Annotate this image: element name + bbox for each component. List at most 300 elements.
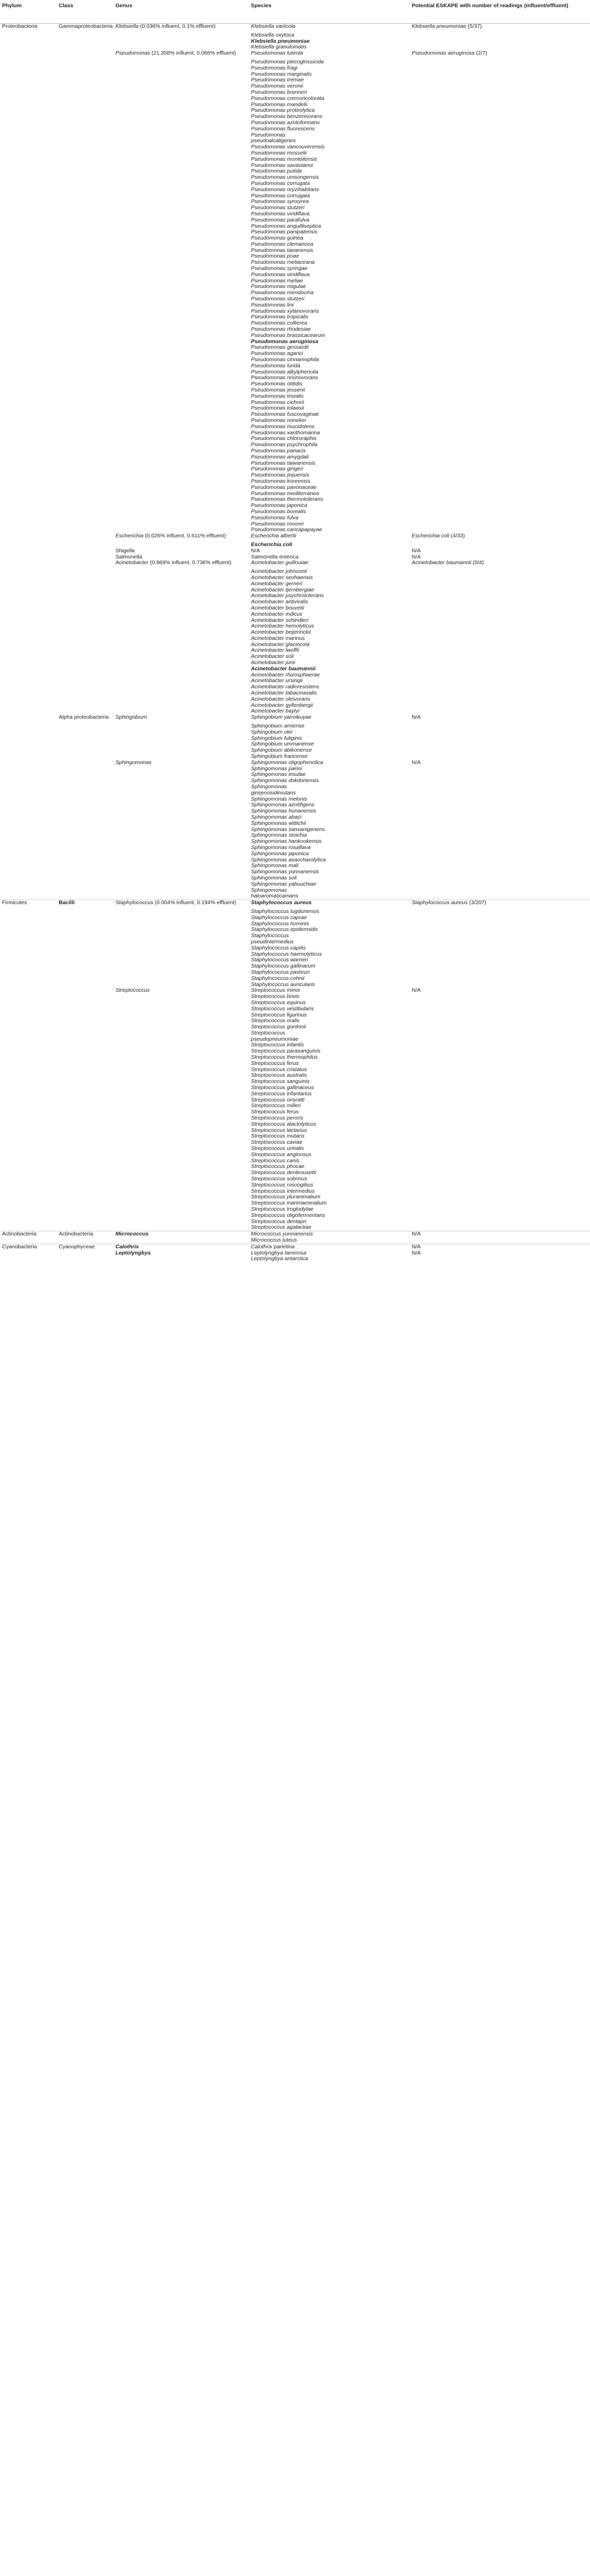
cell-class xyxy=(57,485,113,491)
cell-phylum xyxy=(0,205,57,211)
cell-genus xyxy=(113,1122,249,1128)
cell-genus xyxy=(113,1238,249,1244)
cell-species: Pseudomonas otitidis xyxy=(251,381,302,387)
cell-phylum xyxy=(0,994,57,1000)
cell-potential-eskape xyxy=(410,1133,590,1140)
cell-species: Streptococcus infantarius xyxy=(251,1090,312,1097)
eskape-readings: (2/7) xyxy=(475,50,487,57)
cell-phylum xyxy=(0,1189,57,1195)
cell-class xyxy=(57,96,113,102)
cell-species: Pseudomonas lini xyxy=(251,301,294,308)
cell-genus xyxy=(113,1176,249,1182)
cell-potential-eskape xyxy=(410,309,590,315)
cell-phylum xyxy=(0,503,57,509)
cell-phylum xyxy=(0,193,57,199)
cell-class xyxy=(57,320,113,327)
cell-phylum xyxy=(0,345,57,351)
cell-species: Sphingomonas soli xyxy=(251,874,297,881)
cell-potential-eskape xyxy=(410,605,590,612)
cell-potential-eskape xyxy=(410,65,590,72)
cell-phylum xyxy=(0,636,57,642)
cell-potential-eskape xyxy=(410,1079,590,1085)
cell-genus xyxy=(113,387,249,394)
cell-species: Pseudomonas mendocina xyxy=(251,290,314,296)
cell-potential-eskape xyxy=(410,229,590,235)
cell-potential-eskape xyxy=(410,690,590,697)
cell-genus xyxy=(113,760,249,766)
cell-potential-eskape xyxy=(410,163,590,169)
cell-phylum xyxy=(0,448,57,454)
cell-genus xyxy=(113,217,249,224)
cell-genus xyxy=(113,957,249,963)
cell-species: Micrococcus luteus xyxy=(251,1236,297,1243)
cell-species: Acinetobacter marinus xyxy=(251,635,305,641)
cell-potential-eskape xyxy=(410,888,590,894)
cell-class xyxy=(57,741,113,748)
cell-genus xyxy=(113,181,249,187)
cell-genus xyxy=(113,772,249,778)
cell-phylum xyxy=(0,187,57,193)
table-row xyxy=(0,939,590,945)
cell-species: Staphylococcus gallinarum xyxy=(251,963,315,970)
cell-class xyxy=(57,933,113,939)
cell-phylum xyxy=(0,581,57,587)
cell-phylum xyxy=(0,253,57,260)
cell-class xyxy=(57,242,113,248)
cell-genus xyxy=(113,560,249,566)
cell-genus xyxy=(113,1207,249,1213)
cell-genus xyxy=(113,1000,249,1006)
cell-species: Streptococcus milleri xyxy=(251,1103,301,1109)
eskape-organism: Acinetobacter baumannii xyxy=(412,560,471,566)
cell-species: Sphingomonas oligophenolica xyxy=(251,759,324,766)
cell-potential-eskape xyxy=(410,970,590,976)
cell-species: Pseudomonas collierea xyxy=(251,320,308,327)
cell-class xyxy=(57,272,113,278)
cell-potential-eskape xyxy=(410,957,590,963)
cell-potential-eskape xyxy=(410,193,590,199)
cell-class xyxy=(57,957,113,963)
cell-genus xyxy=(113,479,249,485)
cell-class xyxy=(57,248,113,254)
cell-phylum xyxy=(0,126,57,132)
cell-potential-eskape xyxy=(410,333,590,339)
cell-potential-eskape xyxy=(410,102,590,108)
cell-class xyxy=(57,548,113,554)
cell-potential-eskape xyxy=(410,1103,590,1109)
cell-potential-eskape xyxy=(410,1012,590,1019)
cell-genus xyxy=(113,921,249,927)
cell-species: Pseudomonas brenneri xyxy=(251,89,307,95)
cell-phylum xyxy=(0,278,57,284)
cell-species: Acinetobacter schindleri xyxy=(251,617,309,623)
cell-phylum xyxy=(0,542,57,548)
cell-genus xyxy=(113,741,249,748)
table-row xyxy=(0,1244,590,1250)
cell-phylum xyxy=(0,491,57,497)
cell-potential-eskape xyxy=(410,339,590,345)
cell-class xyxy=(57,1109,113,1115)
cell-potential-eskape xyxy=(410,278,590,284)
cell-class xyxy=(57,357,113,363)
cell-potential-eskape xyxy=(410,211,590,217)
cell-class xyxy=(57,1176,113,1182)
cell-phylum xyxy=(0,869,57,875)
cell-genus xyxy=(113,102,249,108)
cell-species: Pseudomonas oryzihabitans xyxy=(251,186,319,193)
cell-species: pseudintermedius xyxy=(251,938,294,945)
cell-species: Sphingobium abikonense xyxy=(251,747,312,754)
cell-class xyxy=(57,945,113,952)
cell-class xyxy=(57,90,113,96)
cell-genus xyxy=(113,515,249,521)
cell-class xyxy=(57,1213,113,1219)
cell-potential-eskape xyxy=(410,678,590,684)
genus-name: Klebsiella xyxy=(115,23,139,29)
cell-class xyxy=(57,424,113,430)
cell-phylum xyxy=(0,1085,57,1091)
cell-genus xyxy=(113,351,249,357)
cell-phylum xyxy=(0,1024,57,1030)
cell-potential-eskape xyxy=(410,697,590,703)
cell-potential-eskape xyxy=(410,1194,590,1200)
cell-species: N/A xyxy=(251,547,260,554)
cell-potential-eskape xyxy=(410,235,590,242)
cell-class xyxy=(57,1006,113,1012)
cell-genus xyxy=(113,697,249,703)
cell-species: Streptococcus canis xyxy=(251,1157,299,1164)
cell-phylum xyxy=(0,96,57,102)
cell-species: Streptococcus vestibularis xyxy=(251,1005,314,1012)
table-row xyxy=(0,150,590,157)
cell-species: Streptococcus intermedius xyxy=(251,1188,315,1194)
cell-genus xyxy=(113,690,249,697)
cell-potential-eskape xyxy=(410,845,590,851)
cell-phylum xyxy=(0,138,57,144)
cell-genus xyxy=(113,778,249,784)
cell-phylum xyxy=(0,430,57,436)
cell-phylum xyxy=(0,833,57,839)
cell-species: Pseudomonas panacis xyxy=(251,447,306,454)
cell-class xyxy=(57,497,113,503)
cell-genus xyxy=(113,211,249,217)
cell-phylum xyxy=(0,497,57,503)
header-potential-eskape: Potential ESKAPE with number of readings (influent/effluent) xyxy=(410,0,590,24)
cell-class: Cyanophyceae xyxy=(57,1244,113,1250)
cell-genus xyxy=(113,618,249,624)
cell-species: Streptococcus sobrinus xyxy=(251,1176,308,1182)
cell-species: Pseudomonas cichorii xyxy=(251,399,304,405)
cell-potential-eskape xyxy=(410,1146,590,1152)
cell-phylum xyxy=(0,1061,57,1067)
cell-class xyxy=(57,1103,113,1109)
cell-genus xyxy=(113,970,249,976)
cell-class xyxy=(57,554,113,561)
cell-genus xyxy=(113,1158,249,1164)
cell-phylum xyxy=(0,845,57,851)
cell-class xyxy=(57,175,113,181)
cell-genus xyxy=(113,933,249,939)
cell-genus xyxy=(113,927,249,933)
cell-class xyxy=(57,875,113,882)
cell-genus xyxy=(113,893,249,900)
cell-genus xyxy=(113,77,249,83)
cell-potential-eskape xyxy=(410,939,590,945)
cell-species: Pseudomonas anguilliseptica xyxy=(251,223,322,229)
cell-genus xyxy=(113,302,249,309)
cell-potential-eskape xyxy=(410,187,590,193)
cell-genus xyxy=(113,605,249,612)
cell-species: Pseudomonas trivialis xyxy=(251,393,304,399)
cell-phylum xyxy=(0,736,57,742)
cell-potential-eskape xyxy=(410,442,590,448)
cell-potential-eskape xyxy=(410,900,590,906)
cell-potential-eskape xyxy=(410,730,590,736)
table-row xyxy=(0,90,590,96)
cell-phylum xyxy=(0,405,57,412)
cell-phylum xyxy=(0,363,57,369)
cell-genus xyxy=(113,284,249,290)
cell-species: Sphingomonas melonis xyxy=(251,795,308,802)
cell-potential-eskape xyxy=(410,400,590,406)
cell-phylum xyxy=(0,976,57,982)
cell-genus xyxy=(113,684,249,690)
cell-species: Sphingobium olei xyxy=(251,728,293,735)
cell-species: Acinetobacter baylyi xyxy=(251,708,299,715)
cell-potential-eskape xyxy=(410,736,590,742)
cell-phylum xyxy=(0,730,57,736)
cell-class xyxy=(57,1133,113,1140)
cell-genus xyxy=(113,248,249,254)
cell-phylum xyxy=(0,132,57,139)
cell-class xyxy=(57,77,113,83)
cell-class xyxy=(57,50,113,57)
cell-potential-eskape xyxy=(410,90,590,96)
cell-species: Acinetobacter tabacinasalis xyxy=(251,690,317,697)
cell-class xyxy=(57,690,113,697)
cell-species: Pseudomonas borealis xyxy=(251,508,306,515)
cell-phylum xyxy=(0,357,57,363)
cell-phylum xyxy=(0,1042,57,1048)
cell-class xyxy=(57,697,113,703)
cell-class xyxy=(57,302,113,309)
cell-phylum xyxy=(0,144,57,150)
cell-class xyxy=(57,1207,113,1213)
cell-class xyxy=(57,314,113,320)
cell-class xyxy=(57,790,113,796)
cell-phylum xyxy=(0,988,57,994)
cell-phylum xyxy=(0,587,57,594)
cell-potential-eskape xyxy=(410,1030,590,1037)
cell-class xyxy=(57,1000,113,1006)
cell-class xyxy=(57,1256,113,1262)
cell-species: Streptococcus ferus xyxy=(251,1109,299,1115)
cell-potential-eskape xyxy=(410,875,590,882)
cell-phylum xyxy=(0,909,57,915)
cell-species: Pseudomonas japonica xyxy=(251,502,308,509)
cell-species: Pseudomonas xanthomarina xyxy=(251,429,320,436)
table-row xyxy=(0,875,590,882)
cell-genus xyxy=(113,205,249,211)
cell-potential-eskape xyxy=(410,509,590,515)
cell-class xyxy=(57,587,113,594)
cell-phylum: Cyanobacteria xyxy=(0,1244,57,1250)
genus-name: Calothrix xyxy=(115,1243,139,1250)
eskape-readings: (3/207) xyxy=(467,900,486,906)
cell-genus xyxy=(113,833,249,839)
cell-class xyxy=(57,623,113,630)
table-row xyxy=(0,697,590,703)
cell-class xyxy=(57,1219,113,1225)
cell-phylum xyxy=(0,199,57,205)
table-row xyxy=(0,1182,590,1189)
cell-genus xyxy=(113,730,249,736)
cell-species: Acinetobacter antiviralis xyxy=(251,599,308,605)
cell-genus xyxy=(113,168,249,175)
cell-class xyxy=(57,1250,113,1257)
cell-potential-eskape xyxy=(410,839,590,845)
cell-species: Pseudomonas synxyrea xyxy=(251,198,309,205)
cell-genus xyxy=(113,503,249,509)
cell-class xyxy=(57,1012,113,1019)
cell-species: Streptococcus ferus xyxy=(251,1060,299,1066)
cell-species: Pseudomonas aeruginosa xyxy=(251,338,318,345)
cell-genus xyxy=(113,418,249,424)
cell-phylum xyxy=(0,815,57,821)
cell-species: Staphylococcus capitis xyxy=(251,944,306,951)
cell-species: Streptococcus cristatus xyxy=(251,1066,307,1073)
cell-potential-eskape xyxy=(410,144,590,150)
cell-species: Acinetobacter radioresistens xyxy=(251,684,319,690)
cell-potential-eskape xyxy=(410,418,590,424)
cell-class xyxy=(57,994,113,1000)
cell-phylum xyxy=(0,83,57,90)
cell-potential-eskape xyxy=(410,542,590,548)
cell-genus xyxy=(113,314,249,320)
cell-genus xyxy=(113,320,249,327)
cell-genus xyxy=(113,1231,249,1238)
cell-class xyxy=(57,387,113,394)
cell-potential-eskape xyxy=(410,479,590,485)
table-row xyxy=(0,909,590,915)
cell-species: Pseudomonas plecoglossicida xyxy=(251,58,324,65)
cell-species: Pseudomonas viridiflava xyxy=(251,271,310,278)
cell-phylum xyxy=(0,1006,57,1012)
cell-species: Streptococcus infantis xyxy=(251,1042,304,1048)
cell-class xyxy=(57,363,113,369)
cell-potential-eskape xyxy=(410,1152,590,1158)
cell-genus xyxy=(113,83,249,90)
cell-class xyxy=(57,266,113,272)
cell-potential-eskape xyxy=(410,369,590,376)
cell-phylum xyxy=(0,211,57,217)
cell-class xyxy=(57,952,113,958)
eskape-readings: (0/4) xyxy=(471,560,484,566)
cell-genus xyxy=(113,357,249,363)
cell-class xyxy=(57,569,113,575)
cell-genus xyxy=(113,405,249,412)
cell-class xyxy=(57,654,113,660)
cell-phylum xyxy=(0,1164,57,1170)
cell-phylum xyxy=(0,1176,57,1182)
table-row xyxy=(0,612,590,618)
cell-phylum xyxy=(0,509,57,515)
table-row xyxy=(0,242,590,248)
cell-species: Acinetobacter rhizosphaerae xyxy=(251,671,320,678)
cell-genus xyxy=(113,882,249,888)
cell-class xyxy=(57,642,113,648)
cell-genus xyxy=(113,857,249,863)
cell-class xyxy=(57,672,113,679)
cell-genus xyxy=(113,472,249,479)
cell-potential-eskape xyxy=(410,723,590,730)
cell-phylum xyxy=(0,945,57,952)
cell-species: Sphingomonas xyxy=(251,784,288,790)
cell-species: Pseudomonas brassicacearum xyxy=(251,332,326,338)
cell-potential-eskape xyxy=(410,623,590,630)
cell-species: Pseudomonas vancouverensis xyxy=(251,144,325,150)
cell-phylum xyxy=(0,302,57,309)
genus-abundance: Salmonella xyxy=(115,553,142,560)
cell-species: Streptococcus dentapri xyxy=(251,1218,307,1225)
cell-phylum: Actinobacteria xyxy=(0,1231,57,1238)
cell-phylum xyxy=(0,857,57,863)
cell-phylum xyxy=(0,548,57,554)
cell-potential-eskape xyxy=(410,77,590,83)
table-row xyxy=(0,515,590,521)
cell-class xyxy=(57,1238,113,1244)
cell-class xyxy=(57,851,113,857)
cell-potential-eskape: N/A xyxy=(412,553,421,560)
cell-potential-eskape xyxy=(410,491,590,497)
cell-phylum xyxy=(0,1079,57,1085)
cell-class xyxy=(57,138,113,144)
cell-potential-eskape xyxy=(410,296,590,302)
cell-potential-eskape xyxy=(410,412,590,418)
cell-class xyxy=(57,1018,113,1024)
cell-potential-eskape xyxy=(410,290,590,296)
cell-species: Pseudomonas reinekei xyxy=(251,417,306,423)
cell-class xyxy=(57,815,113,821)
cell-potential-eskape xyxy=(410,351,590,357)
cell-class xyxy=(57,748,113,754)
cell-potential-eskape xyxy=(410,521,590,528)
table-row xyxy=(0,485,590,491)
cell-class xyxy=(57,636,113,642)
cell-species: Acinetobacter oleivorans xyxy=(251,696,310,702)
cell-genus xyxy=(113,839,249,845)
cell-genus xyxy=(113,1128,249,1134)
table-row xyxy=(0,1000,590,1006)
cell-phylum xyxy=(0,479,57,485)
cell-class xyxy=(57,65,113,72)
cell-genus xyxy=(113,400,249,406)
cell-class xyxy=(57,1182,113,1189)
cell-species: Sphingomonas yabuuchiae xyxy=(251,880,316,887)
cell-class xyxy=(57,988,113,994)
cell-genus xyxy=(113,766,249,772)
cell-phylum xyxy=(0,394,57,400)
cell-genus xyxy=(113,120,249,126)
cell-species: Pseudomonas monteilensis xyxy=(251,156,317,162)
cell-potential-eskape xyxy=(410,327,590,333)
cell-phylum xyxy=(0,466,57,472)
table-row xyxy=(0,120,590,126)
cell-genus xyxy=(113,229,249,235)
cell-species: Pseudomonas thermotolerans xyxy=(251,496,324,503)
table-row xyxy=(0,1024,590,1030)
table-row xyxy=(0,302,590,309)
